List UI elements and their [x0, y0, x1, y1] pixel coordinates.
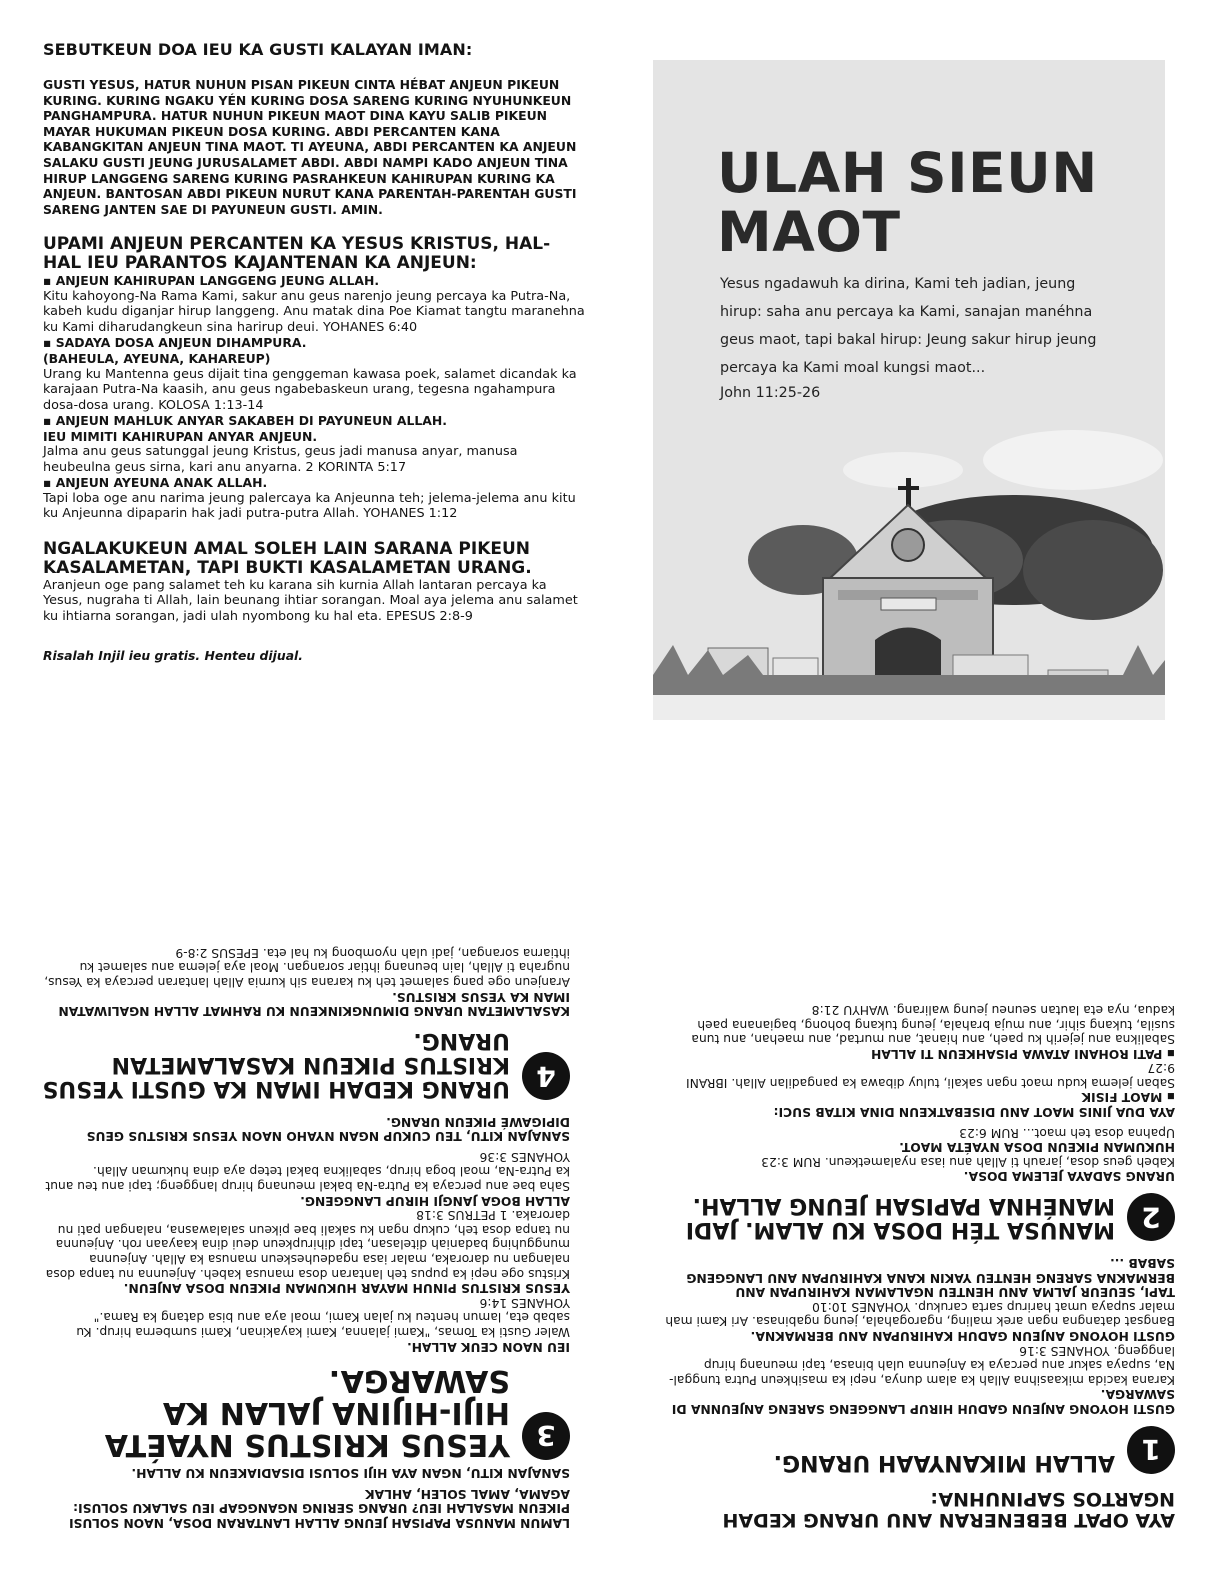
bullet-heading: ▪ PATI ROHANI ATAWA PISAHKEUN TI ALLAH: [871, 1046, 1175, 1061]
bullet-heading: ▪ MAOT FISIK: [1081, 1090, 1175, 1105]
believe-item-text: Jalma anu geus satunggal jeung Kristus, geus jadi manusa anyar, manusa heubeulna geus sirna, kari anu anyarna. 2 KORINTA 5:17: [43, 444, 518, 475]
point-lead: ALLAH BOGA JANGJI HIRUP LANGGENG.: [300, 1193, 570, 1208]
believe-list: [43, 273, 588, 522]
point-verse: Waler Gusti ka Tomas, "Kami jalanna, Kami kayakinan, Kami sumberna hirup. Ku sabab eta, lamun henteu ku jalan Kami, moal aya anu bisa datang ka Rama." YOHANES 14:6: [76, 1295, 570, 1340]
believe-item: [43, 273, 588, 335]
point-number-badge: 4: [522, 1052, 570, 1100]
point-number-badge: 1: [1127, 1426, 1175, 1474]
point-title: MANUSA TÉH DOSA KU ALAM. JADI MANÉHNA PAPISAH JEUNG ALLAH.: [685, 1193, 1115, 1243]
believe-item-text: Kitu kahoyong-Na Rama Kami, sakur anu geus narenjo jeung percaya ka Putra-Na, kabeh kudu diganjar hirup langgeng. Anu matak dina Poe Kiamat tangtu maranehna ku Kami diharudangkeun sina harirup deui. YOHANES 6:40: [43, 288, 585, 335]
point-verse: Kabeh geus dosa, jarauh ti Allah anu iasa nyalametkeun. RUM 3:23: [761, 1154, 1175, 1169]
point-lead: TAPI, SEUEUR JALMA ANU HENTEU NGALAMAN KAHIRUPAN ANU BERMAKNA SARENG HENTEU YAKIN KANA KAHIRUPAN ANU LANGGENG SABAB ...: [686, 1256, 1175, 1300]
prayer-heading: SEBUTKEUN DOA IEU KA GUSTI KALAYAN IMAN:: [43, 40, 473, 59]
point-verse: Saha bae anu percaya ka Putra-Na bakal meunang hirup langgeng; tapi anu teu anut ka Putra-Na, moal boga hirup, sabalikna bakal tetep aya dina hukuman Allah. YOHANES 3:36: [45, 1149, 570, 1194]
point-verse: Karana kacida mikaasihna Allah ka alam dunya, nepi ka masihkeun Putra tunggal-Na, supaya sakur anu percaya ka Anjeunna ulah binasa, tapi meunang hirup langgeng. YOHANES 3:16: [669, 1343, 1175, 1387]
point-verse: Saban jelema kudu maot ngan sakali, tuluy dibawa ka pangadilan Allah. IBRANI 9:27: [686, 1061, 1175, 1090]
panel-right-content: [655, 800, 1175, 1530]
believe-item-title: ▪ ANJEUN KAHIRUPAN LANGGENG JEUNG ALLAH.: [43, 273, 380, 289]
point-4: [40, 1028, 570, 1100]
point-lead: SANAJAN KITU, TEU CUKUP NGAN NYAHO NAON YESUS KRISTUS GEUS DIPIGAWÉ PIKEUN URANG.: [86, 1114, 570, 1144]
point-verse: Upahna dosa teh maot... RUM 6:23: [959, 1125, 1175, 1140]
panel-left-content: [40, 800, 570, 1530]
cover-reference: John 11:25-26: [720, 385, 821, 401]
point-lead: GUSTI HOYONG ANJEUN GADUH KAHIRUPAN ANU BERMAKNA.: [750, 1329, 1175, 1344]
point-title: URANG KEDAH IMAN KA GUSTI YESUS KRISTUS PIKEUN KASALAMETAN URANG.: [42, 1028, 510, 1102]
works-text: Aranjeun oge pang salamet teh ku karana sih kurnia Allah lantaran percaya ka Yesus, nugraha ti Allah, lain beunang ihtiar sorangan. Moal aya jelema anu salamet ku ihtiarna sorangan, jadi ulah nyombong ku hal eta. EPESUS 2:8-9: [43, 577, 578, 624]
cover-title-line: MAOT: [717, 200, 901, 264]
point-2: [655, 1193, 1175, 1241]
point-title: ALLAH MIKANYAAH URANG.: [773, 1450, 1115, 1475]
believe-item-title: ▪ SADAYA DOSA ANJEUN DIHAMPURA.: [43, 335, 307, 351]
believe-item-sub: (BAHEULA, AYEUNA, KAHAREUP): [43, 351, 271, 367]
point-lead: YESUS KRISTUS PINUH MAYAR HUKUMAN PIKEUN DOSA ANJEUN.: [123, 1281, 570, 1296]
point-lead: GUSTI HOYONG ANJEUN GADUH HIRUP LANGGENG SARENG ANJEUNNA DI SAWARGA.: [671, 1387, 1175, 1416]
point-number-badge: 2: [1127, 1193, 1175, 1241]
believe-item: [43, 335, 588, 413]
point-lead: IEU NAON CEUK ALLAH.: [407, 1339, 570, 1354]
prayer-text: GUSTI YESUS, HATUR NUHUN PISAN PIKEUN CINTA HÉBAT ANJEUN PIKEUN KURING. KURING NGAKU YÉN KURING DOSA SARENG KURING NYUHUNKEUN PANGHAMPURA. HATUR NUHUN PIKEUN MAOT DINA KAYU SALIB PIKEUN MAYAR HUKUMAN PIKEUN DOSA KURING. ABDI PERCANTEN KANA KABANGKITAN ANJEUN TINA MAOT. TI AYEUNA, ABDI PERCANTEN KA ANJEUN SALAKU GUSTI JEUNG JURUSALAMET ABDI. ABDI NAMPI KADO ANJEUN TINA HIRUP LANGGENG SARENG KURING PASRAHKEUN KAHIRUPAN KURING KA ANJEUN. BANTOSAN ABDI PIKEUN NURUT KANA PARENTAH-PARENTAH GUSTI SARENG JANTEN SAE DI PAYUNEUN GUSTI. AMIN.: [43, 77, 577, 217]
footer-note: Risalah Injil ieu gratis. Henteu dijual.: [43, 648, 304, 664]
cover-panel: [653, 60, 1165, 720]
point-1: [655, 1426, 1175, 1474]
works-heading: NGALAKUKEUN AMAL SOLEH LAIN SARANA PIKEUN KASALAMETAN, TAPI BUKTI KASALAMETAN URANG.: [43, 538, 532, 578]
panel-left-rotated: [40, 800, 570, 1530]
prayer-column: [43, 40, 588, 663]
point-lead: AYA DUA JINIS MAOT ANU DISEBATKEUN DINA KITAB SUCI:: [773, 1105, 1175, 1120]
point-lead: URANG SADAYA JELEMA DOSA.: [963, 1169, 1175, 1184]
point-lead: HUKUMAN PIKEUN DOSA NYAÉTA MAOT.: [899, 1140, 1175, 1155]
point-verse: Bangsat datangna ngan arek maling, ngarogahala, jeung ngabinasa. Ari Kami mah malar supaya umat harirup sarta carukup. YOHANES 10:10: [665, 1299, 1175, 1329]
cover-title-line: ULAH SIEUN: [717, 141, 1098, 205]
point-lead: KASALAMETAN URANG DIMUNGKINKEUN KU RAHMAT ALLAH NGALIWATAN IMAN KA YESUS KRISTUS.: [58, 989, 570, 1019]
church-cemetery-image: [653, 420, 1165, 720]
point-verse: Kristus oge nepi ka pupus teh lantaran dosa manusa kabeh. Anjeunna nu tanpa dosa nalangan nu daroraka, malar iasa ngadeuheskeun manusa ka Allah. Anjeunna mungguhing badaniah ditelasan, tapi dihirupkeun deui dina kaayaan roh. Anjeunna nu tanpa dosa teh, cukup ngan ku sakali bae pikeun salalawasna, nalangan pati nu daroraka. 1 PETRUS 3:18: [45, 1208, 570, 1281]
believe-heading: UPAMI ANJEUN PERCANTEN KA YESUS KRISTUS, HAL-HAL IEU PARANTOS KAJANTENAN KA ANJEUN:: [43, 234, 551, 274]
panel-right-rotated: [655, 800, 1175, 1530]
panel-left-intro2: SANAJAN KITU, NGAN AYA HIJI SOLUSI DISADIAKEUN KU ALLAH.: [131, 1466, 570, 1481]
believe-item: [43, 475, 588, 522]
point-title: YESUS KRISTUS NYAÉTA HIJI-HIJINA JALAN KA SAWARGA.: [104, 1362, 510, 1462]
point-verse: Aranjeun oge pang salamet teh ku karana sih kurnia Allah lantaran percaya ka Yesus, nugraha ti Allah, lain beunang ihtiar sorangan. Moal aya jelema anu salamet ku ihtiarna sorangan, jadi ulah nyombong ku hal eta. EPESUS 2:8-9: [44, 945, 570, 989]
point-verse: Sabalikna anu jejerih ku paeh, anu hianat, anu murtad, anu maehan, anu tuna susila, tukang sihir, anu muja brahala, jeung tukang bohong, bagianana paeh kadua, nya eta lautan seuneu jeung walirang. WAHYU 21:8: [691, 1002, 1175, 1047]
cover-title: [717, 141, 1098, 264]
cover-quote: Yesus ngadawuh ka dirina, Kami teh jadian, jeung hirup: saha anu percaya ka Kami, sanajan manéhna geus maot, tapi bakal hirup: Jeung sakur hirup jeung percaya ka Kami moal kungsi maot...: [720, 276, 1097, 376]
believe-item-text: Tapi loba oge anu narima jeung palercaya ka Anjeunna teh; jelema-jelema anu kitu ku Anjeunna dipaparin hak jadi putra-putra Allah. YOHANES 1:12: [43, 490, 576, 522]
panel-left-intro: LAMUN MANUSA PAPISAH JEUNG ALLAH LANTARAN DOSA, NAON SOLUSI PIKEUN MASALAH IEU? URANG SERING NGANGGAP IEU SALAKU SOLUSI: AGAMA, AMAL SOLEH, AHLAK: [69, 1486, 570, 1530]
believe-item-text: Urang ku Mantenna geus dijait tina genggeman kawasa poek, salamet dicandak ka karajaan Putra-Na kaasih, anu geus ngabebaskeun urang, tegesna ngahampura dosa-dosa urang. KOLOSA 1:13-14: [43, 366, 577, 413]
believe-item-title: ▪ ANJEUN MAHLUK ANYAR SAKABEH DI PAYUNEUN ALLAH.: [43, 413, 447, 429]
believe-item-title: ▪ ANJEUN AYEUNA ANAK ALLAH.: [43, 475, 268, 491]
panel-right-intro: AYA OPAT BEBENERAN ANU URANG KEDAH NGARTOS SAPINUHNA:: [722, 1488, 1175, 1531]
believe-item-sub: IEU MIMITI KAHIRUPAN ANYAR ANJEUN.: [43, 428, 318, 444]
believe-item: [43, 413, 588, 475]
point-3: [40, 1364, 570, 1460]
point-number-badge: 3: [522, 1412, 570, 1460]
